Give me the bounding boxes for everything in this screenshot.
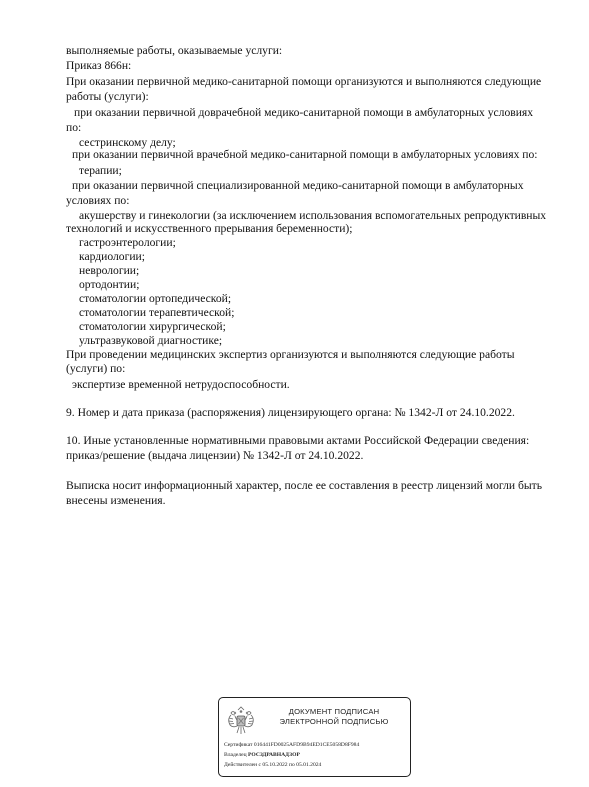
text-line: гастроэнтерологии; — [79, 236, 176, 249]
text-line: стоматологии ортопедической; — [79, 292, 232, 305]
stamp-validity — [224, 761, 321, 769]
stamp-title-line-2: ЭЛЕКТРОННОЙ ПОДПИСЬЮ — [279, 717, 389, 726]
section-10-line-2: приказ/решение (выдача лицензии) № 1342-Л от 24.10.2022. — [66, 449, 364, 462]
disclaimer-line-2: внесены изменения. — [66, 494, 166, 507]
text-line: стоматологии терапевтической; — [79, 306, 235, 319]
disclaimer-line-1: Выписка носит информационный характер, после ее составления в реестр лицензий могли быть — [66, 479, 542, 492]
section-9: 9. Номер и дата приказа (распоряжения) лицензирующего органа: № 1342-Л от 24.10.2022. — [66, 406, 515, 419]
section-10-line-1: 10. Иные установленные нормативными правовыми актами Российской Федерации сведения: — [66, 434, 530, 447]
stamp-title-line-1: ДОКУМЕНТ ПОДПИСАН — [288, 707, 380, 716]
text-line: технологий и искусственного прерывания беременности); — [66, 222, 353, 235]
text-line: при оказании первичной врачебной медико-санитарной помощи в амбулаторных условиях по: — [72, 148, 538, 161]
stamp-owner — [224, 751, 300, 759]
stamp-owner-value: РОСЗДРАВНАДЗОР — [248, 752, 300, 758]
text-line: кардиологии; — [79, 250, 145, 263]
text-line: (услуги) по: — [66, 362, 126, 375]
text-line: ортодонтии; — [79, 278, 140, 291]
text-line: акушерству и гинекологии (за исключением использования вспомогательных репродуктивных — [79, 209, 547, 222]
text-line: при оказании первичной специализированной медико-санитарной помощи в амбулаторных — [72, 179, 524, 192]
text-line: работы (услуги): — [66, 90, 149, 103]
electronic-signature-stamp — [218, 697, 411, 777]
text-line: неврологии; — [79, 264, 140, 277]
coat-of-arms-icon — [224, 703, 258, 737]
stamp-certificate — [224, 741, 359, 749]
text-line: по: — [66, 121, 82, 134]
text-line: терапии; — [79, 164, 122, 177]
text-line: При оказании первичной медико-санитарной помощи организуются и выполняются следующие — [66, 75, 542, 88]
stamp-certificate-value: 016441FD0025AFD9B94ED1CE5058D8F984 — [253, 742, 360, 748]
text-line: сестринскому делу; — [79, 136, 176, 149]
text-line: ультразвуковой диагностике; — [79, 334, 223, 347]
text-line: при оказании первичной доврачебной медико-санитарной помощи в амбулаторных условиях — [74, 106, 534, 119]
stamp-certificate-label: Сертификат — [224, 742, 253, 748]
text-line: выполняемые работы, оказываемые услуги: — [66, 44, 283, 57]
text-line: стоматологии хирургической; — [79, 320, 226, 333]
text-line: Приказ 866н: — [66, 59, 132, 72]
text-line: При проведении медицинских экспертиз организуются и выполняются следующие работы — [66, 348, 515, 361]
stamp-owner-label: Владелец — [224, 752, 247, 758]
stamp-validity-value: с 05.10.2022 по 05.01.2024 — [258, 762, 322, 768]
text-line: экспертизе временной нетрудоспособности. — [72, 378, 290, 391]
text-line: условиях по: — [66, 194, 130, 207]
stamp-validity-label: Действителен — [224, 762, 258, 768]
